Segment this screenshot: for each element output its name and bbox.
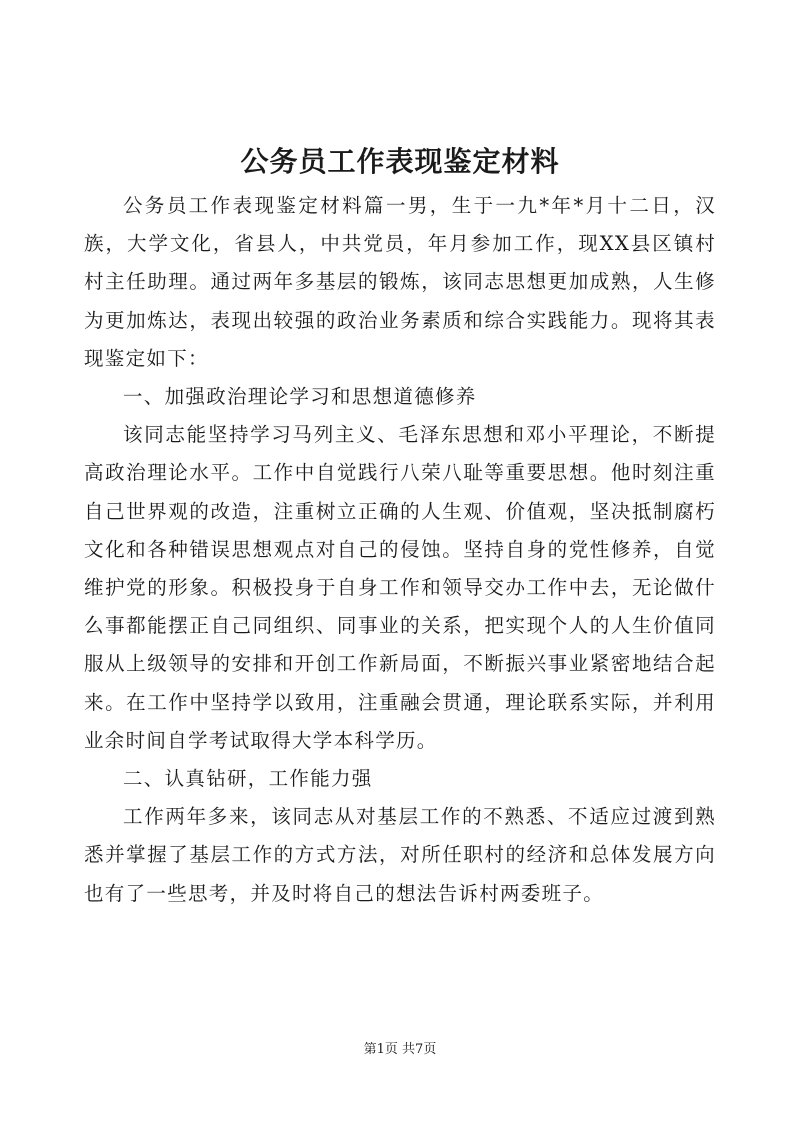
paragraph-section-2: 工作两年多来，该同志从对基层工作的不熟悉、不适应过渡到熟悉并掌握了基层工作的方式方法，对所任职村的经济和总体发展方向也有了一些思考，并及时将自己的想法告诉村两委班子。 [84, 805, 716, 905]
document-title: 公务员工作表现鉴定材料 [240, 145, 560, 178]
paragraph-intro: 公务员工作表现鉴定材料篇一男，生于一九*年*月十二日，汉族，大学文化，省县人，中共党员，年月参加工作，现XX县区镇村村主任助理。通过两年多基层的锻炼，该同志思想更加成熟，人生修为更加炼达，表现出较强的政治业务素质和综合实践能力。现将其表现鉴定如下： [84, 194, 716, 370]
section-heading-2: 二、认真钻研，工作能力强 [123, 767, 373, 791]
page-footer: 第1页 共7页 [363, 1042, 437, 1057]
section-heading-1: 一、加强政治理论学习和思想道德修养 [123, 385, 477, 409]
document-body [84, 187, 716, 913]
paragraph-section-1: 该同志能坚持学习马列主义、毛泽东思想和邓小平理论，不断提高政治理论水平。工作中自觉践行八荣八耻等重要思想。他时刻注重自己世界观的改造，注重树立正确的人生观、价值观，坚决抵制腐朽文化和各种错误思想观点对自己的侵蚀。坚持自身的党性修养，自觉维护党的形象。积极投身于自身工作和领导交办工作中去，无论做什么事都能摆正自己同组织、同事业的关系，把实现个人的人生价值同服从上级领导的安排和开创工作新局面，不断振兴事业紧密地结合起来。在工作中坚持学以致用，注重融会贯通，理论联系实际，并利用业余时间自学考试取得大学本科学历。 [84, 423, 716, 752]
